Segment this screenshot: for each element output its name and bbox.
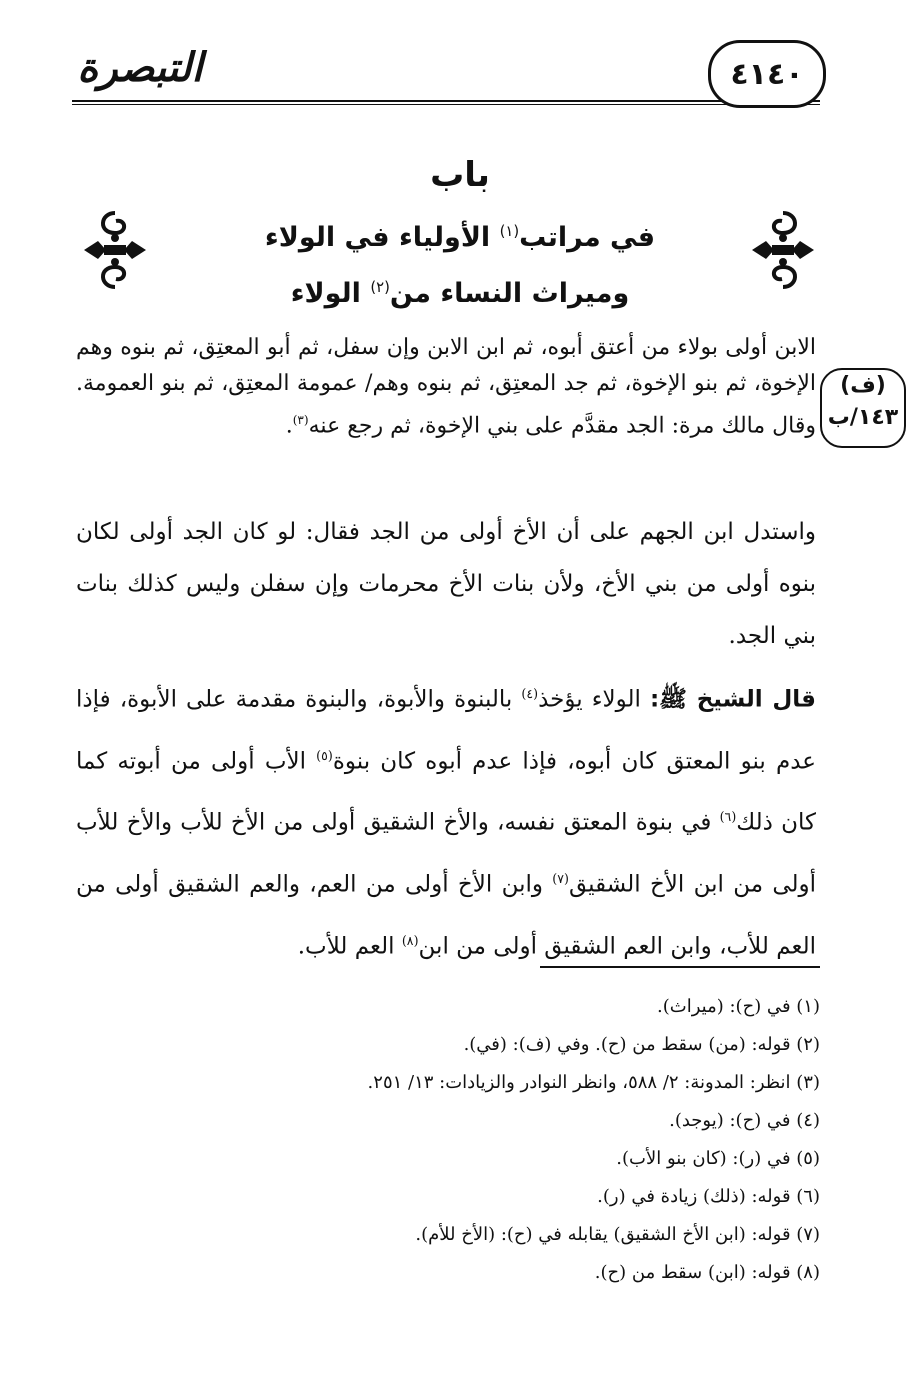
chapter-title-1-text-a: في مراتب: [519, 222, 656, 253]
paragraph-3-text-c: الأب أولى من أبوته كما كان ذلك: [76, 748, 816, 836]
book-title: التبصرة: [77, 45, 203, 91]
margin-note-line-1: (ف): [840, 373, 886, 398]
footnote-ref-2: (٢): [370, 278, 390, 296]
footnote-4: (٤) في (ح): (يوجد).: [669, 1110, 820, 1131]
header-rule-thin: [72, 104, 820, 105]
paragraph-2: واستدل ابن الجهم على أن الأخ أولى من الجد فقال: لو كان الجد أولى لكان بنوه أولى من بني الأخ، ولأن بنات الأخ محرمات وإن سفلن وليس كذلك بنات بني الجد.: [76, 519, 816, 649]
margin-note-line-2: ١٤٣/ب: [827, 405, 899, 430]
footnote-ref-5: (٥): [316, 747, 333, 763]
manuscript-margin-note: [820, 368, 906, 448]
footnote-8: (٨) قوله: (ابن) سقط من (ح).: [594, 1262, 820, 1283]
footnote-6: (٦) قوله: (ذلك) زيادة في (ر).: [597, 1186, 820, 1207]
decorative-ornament-left: [80, 205, 150, 295]
footnote-ref-8: (٨): [401, 932, 419, 948]
footnote-separator: [540, 966, 820, 968]
paragraph-3-text-d: في بنوة المعتق نفسه، والأخ الشقيق أولى من الأخ للأب والأخ للأب أولى من ابن الأخ الشقيق: [76, 809, 817, 898]
footnote-5: (٥) في (ر): (كان بنو الأب).: [616, 1148, 820, 1169]
chapter-label: باب: [430, 155, 490, 195]
paragraph-3-text-a: الولاء يؤخذ: [538, 686, 650, 713]
footnote-ref-4: (٤): [521, 686, 539, 701]
footnote-ref-3: (٣): [292, 413, 309, 427]
footnote-ref-6: (٦): [719, 809, 737, 825]
chapter-title-line-1: [200, 222, 720, 253]
paragraph-1: [76, 330, 816, 444]
footnote-2: (٢) قوله: (من) سقط من (ح). وفي (ف): (في).: [463, 1034, 820, 1055]
paragraph-1-text: الابن أولى بولاء من أعتق أبوه، ثم ابن الابن وإن سفل، ثم أبو المعتِق، ثم بنوه وهم الإخوة، ثم بنو الإخوة، ثم جد المعتِق، ثم بنوه وهم/ عمومة المعتِق، ثم بنو العمومة. وقال مالك مرة: الجد مقدَّم على بني الإخوة، ثم رجع عنه: [76, 335, 816, 439]
chapter-title-line-2: [200, 278, 720, 309]
chapter-title-2-text-b: الولاء: [290, 278, 371, 309]
paragraph-3: [76, 666, 816, 974]
footnote-1: (١) في (ح): (ميراث).: [657, 996, 820, 1017]
footnote-3: (٣) انظر: المدونة: ٢/ ٥٨٨، وانظر النوادر والزيادات: ١٣/ ٢٥١.: [367, 1072, 820, 1093]
paragraph-1-end: .: [285, 413, 293, 439]
page-number: ٤١٤٠: [708, 40, 826, 108]
paragraph-3-text-f: العم للأب.: [297, 933, 402, 960]
header-rule: [72, 100, 820, 102]
paragraph-3-text-e: وابن الأخ أولى من العم، والعم الشقيق أولى من العم للأب، وابن العم الشقيق أولى من ابن: [76, 871, 816, 960]
footnote-7: (٧) قوله: (ابن الأخ الشقيق) يقابله في (ح): (الأخ للأم).: [415, 1224, 820, 1245]
chapter-title-2-text-a: وميراث النساء من: [389, 278, 630, 309]
footnote-ref-7: (٧): [552, 870, 569, 886]
footnotes-list: [200, 988, 820, 1292]
decorative-ornament-right: [748, 205, 818, 295]
paragraph-3-text-b: بالبنوة والأبوة، والبنوة مقدمة على الأبوة، فإذا عدم بنو المعتق كان أبوه، فإذا عدم أبوه كان بنوة: [76, 686, 816, 775]
chapter-title-1-text-b: الأولياء في الولاء: [264, 222, 500, 253]
sheikh-attribution: قال الشيخ ﷺ:: [649, 686, 816, 713]
footnote-ref-1: (١): [499, 222, 520, 240]
